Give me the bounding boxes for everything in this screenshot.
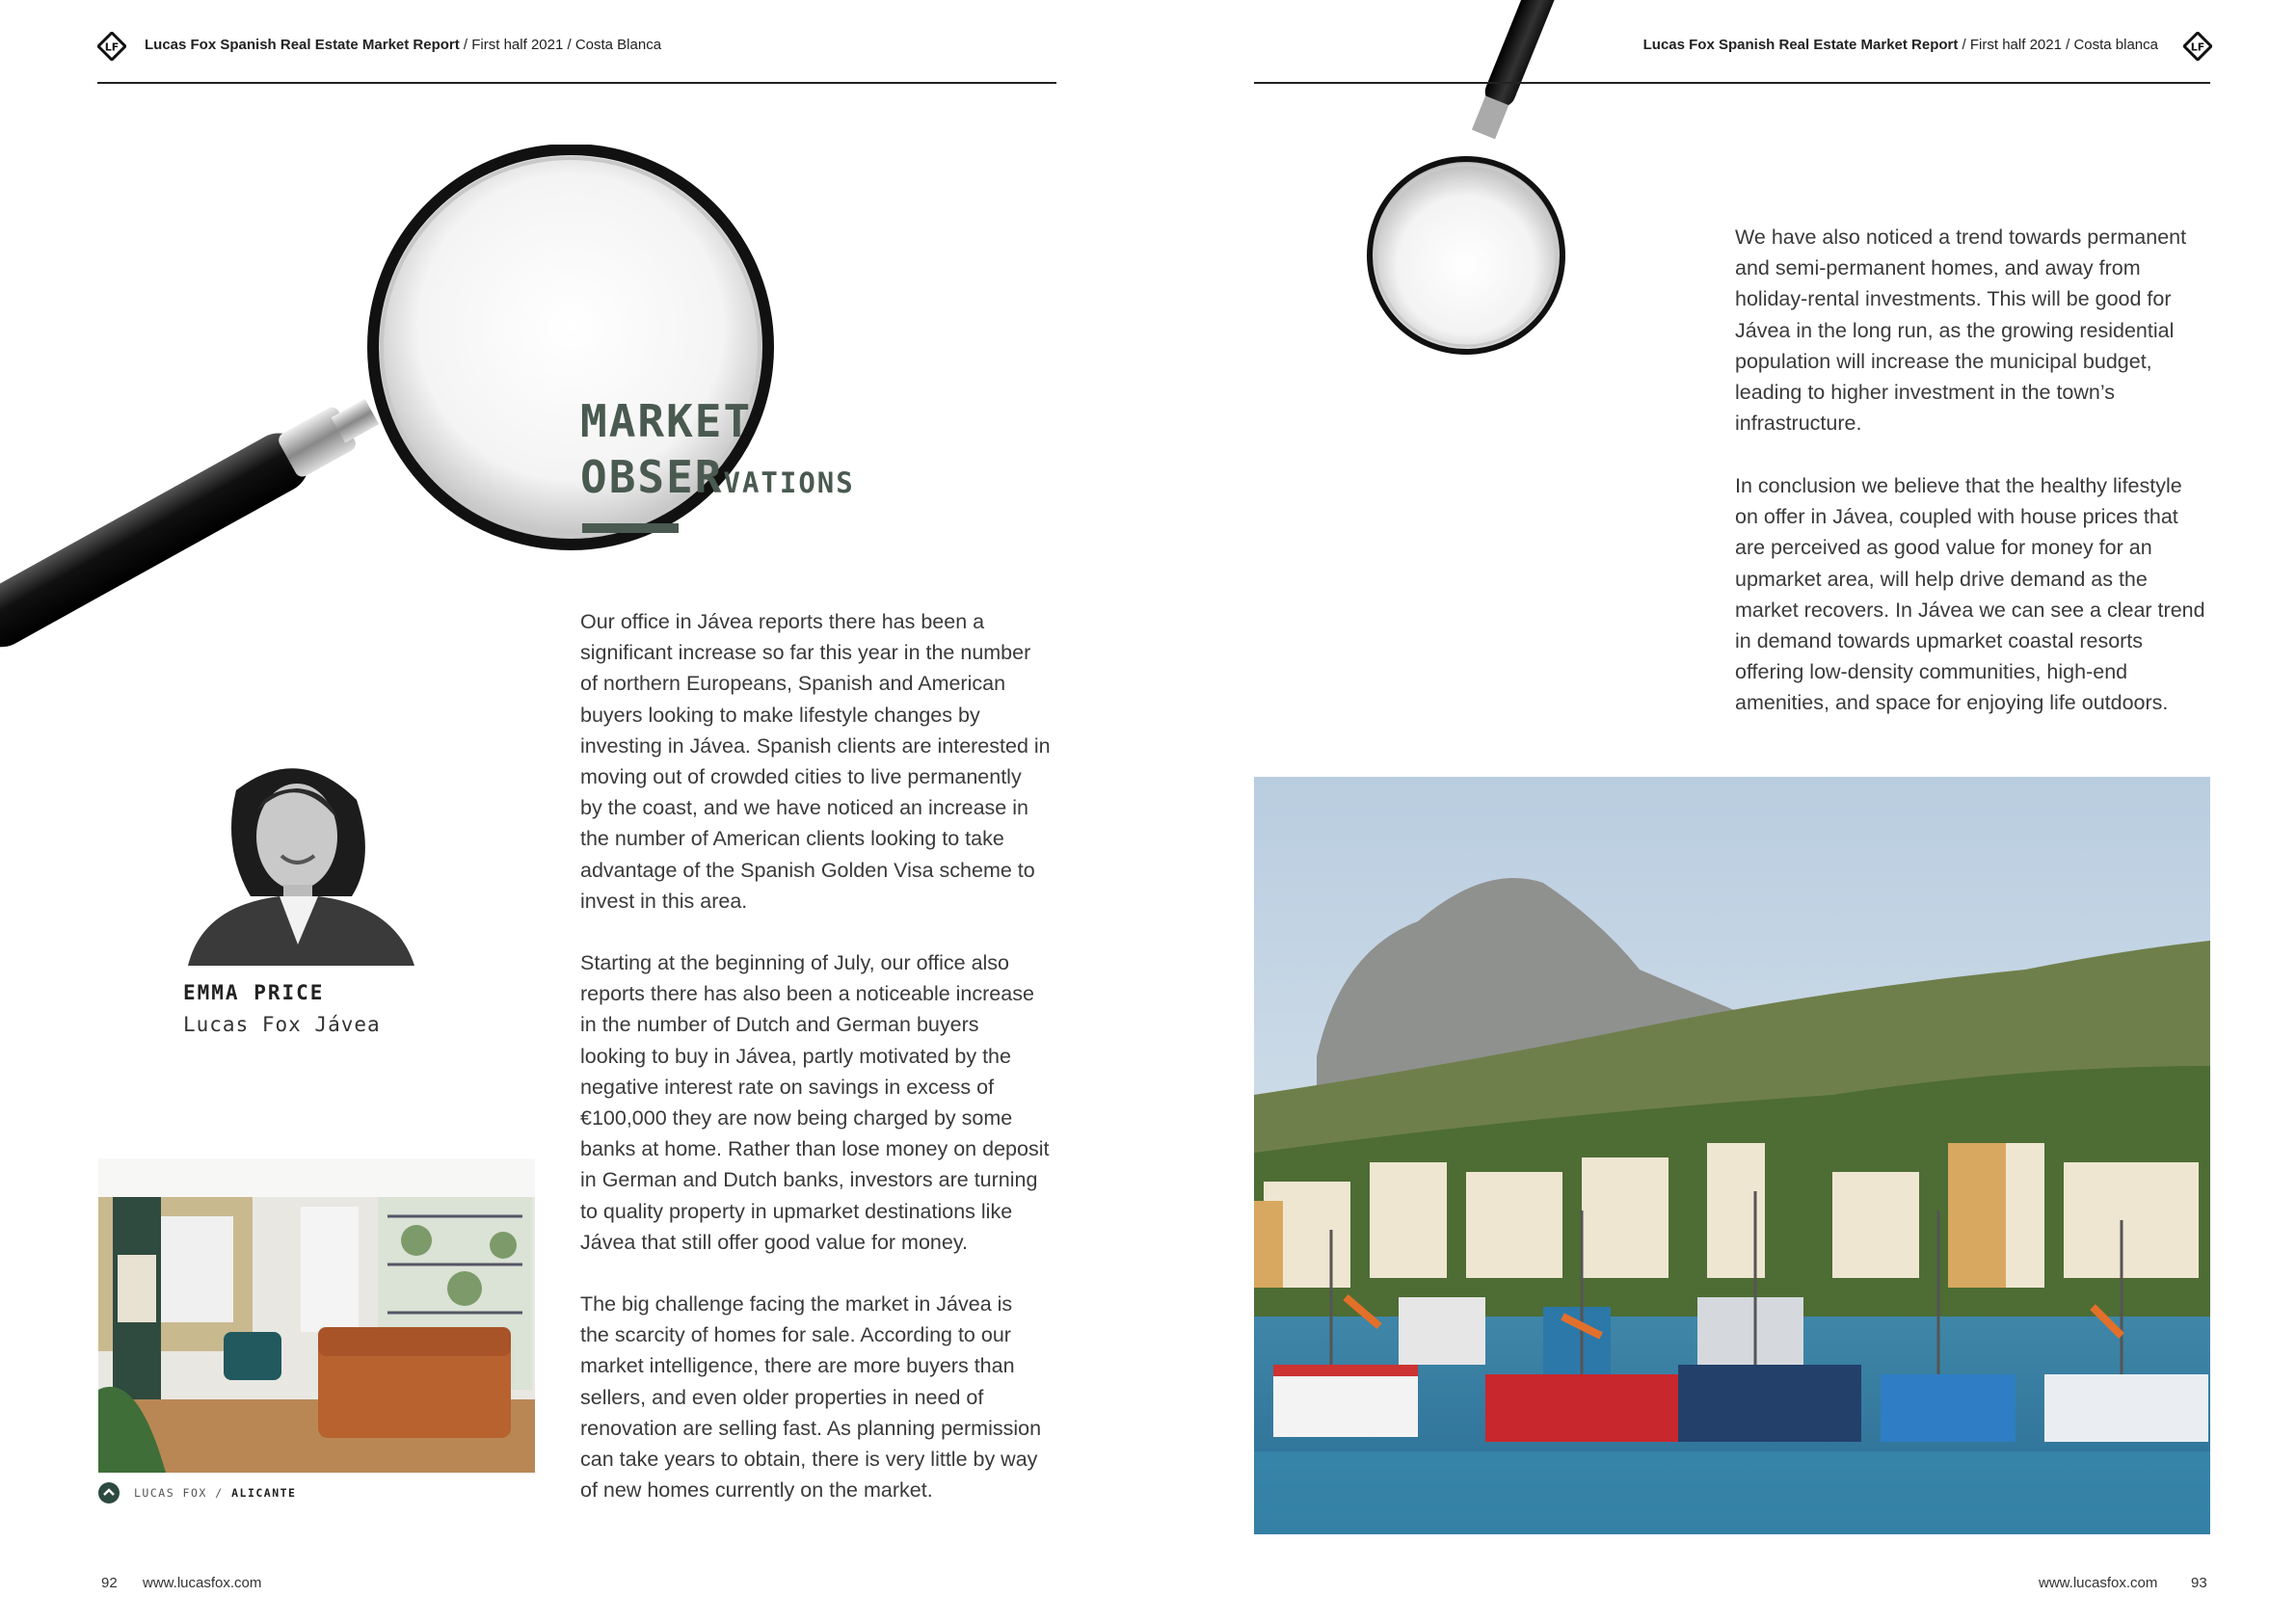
right-page	[1148, 0, 2296, 1623]
caption-chevron-up-icon	[98, 1482, 120, 1503]
office-caption-brand: LUCAS FOX /	[134, 1486, 232, 1500]
section-title-market: MARKET	[580, 395, 753, 447]
right-footer-url[interactable]: www.lucasfox.com	[2039, 1575, 2158, 1591]
right-page-number: 93	[2191, 1575, 2207, 1591]
section-title-obser: OBSER	[580, 451, 724, 503]
office-interior-photo	[98, 1158, 535, 1473]
lucas-fox-logo-icon-right	[2183, 32, 2212, 61]
lucas-fox-logo-icon	[97, 32, 126, 61]
section-title-line2	[580, 451, 855, 503]
right-paragraph-1: We have also noticed a trend towards permanent and semi-permanent homes, and away from holiday-rental investments. This will be good for Jávea in the long run, as the growing residential population will increase the municipal budget, leading to higher investment in the town’s infrastructure.	[1735, 226, 2187, 436]
small-magnifying-glass-illustration	[1360, 0, 1591, 366]
right-header-subtitle: / First half 2021 / Costa blanca	[1958, 37, 2158, 53]
left-paragraph-2: Starting at the beginning of July, our office also reports there has also been a noticeable increase in the number of Dutch and German buyers looking to buy in Jávea, partly motivated by the negative interest rate on savings in excess of €100,000 they are now being charged by some banks at home. Rather than lose money on deposit in German and Dutch banks, investors are turning to quality property in upmarket destinations like Jávea that still offer good value for money.	[580, 951, 1050, 1254]
svg-text:LF: LF	[104, 40, 120, 54]
javea-harbour-photo	[1254, 777, 2210, 1534]
left-page-number: 92	[101, 1575, 118, 1591]
office-caption-city: ALICANTE	[231, 1486, 297, 1500]
right-header	[1643, 37, 2158, 53]
office-caption	[134, 1486, 296, 1500]
person-office: Lucas Fox Jávea	[183, 1013, 381, 1036]
right-paragraph-2: In conclusion we believe that the healthy lifestyle on offer in Jávea, coupled with house prices that are perceived as good value for money for an upmarket area, will help drive demand as the market recovers. In Jávea we can see a clear trend in demand towards upmarket coastal resorts offering low-density communities, high-end amenities, and space for enjoying life outdoors.	[1735, 474, 2205, 715]
svg-text:LF: LF	[2190, 40, 2205, 54]
section-title-underline	[582, 523, 679, 533]
right-header-title: Lucas Fox Spanish Real Estate Market Report	[1642, 37, 1959, 53]
person-name: EMMA PRICE	[183, 981, 325, 1004]
left-header	[145, 37, 661, 53]
left-header-subtitle: / First half 2021 / Costa Blanca	[459, 37, 662, 53]
left-header-title: Lucas Fox Spanish Real Estate Market Report	[145, 37, 460, 53]
section-title-vations: VATIONS	[723, 466, 855, 499]
emma-price-portrait	[183, 752, 419, 966]
right-header-rule	[1254, 82, 2210, 84]
left-paragraph-3: The big challenge facing the market in Jávea is the scarcity of homes for sale. According to our market intelligence, there are more buyers than sellers, and even older properties in need of renovation are selling fast. As planning permission can take years to obtain, there is very little by way of new homes currently on the market.	[580, 1292, 1042, 1503]
left-footer-url[interactable]: www.lucasfox.com	[143, 1575, 262, 1591]
left-header-rule	[97, 82, 1056, 84]
left-paragraph-1: Our office in Jávea reports there has been a significant increase so far this year in the number of northern Europeans, Spanish and American buyers looking to make lifestyle changes by investing in Jávea. Spanish clients are interested in moving out of crowded cities to live permanently by the coast, and we have noticed an increase in the number of American clients looking to take advantage of the Spanish Golden Visa scheme to invest in this area.	[580, 610, 1051, 913]
